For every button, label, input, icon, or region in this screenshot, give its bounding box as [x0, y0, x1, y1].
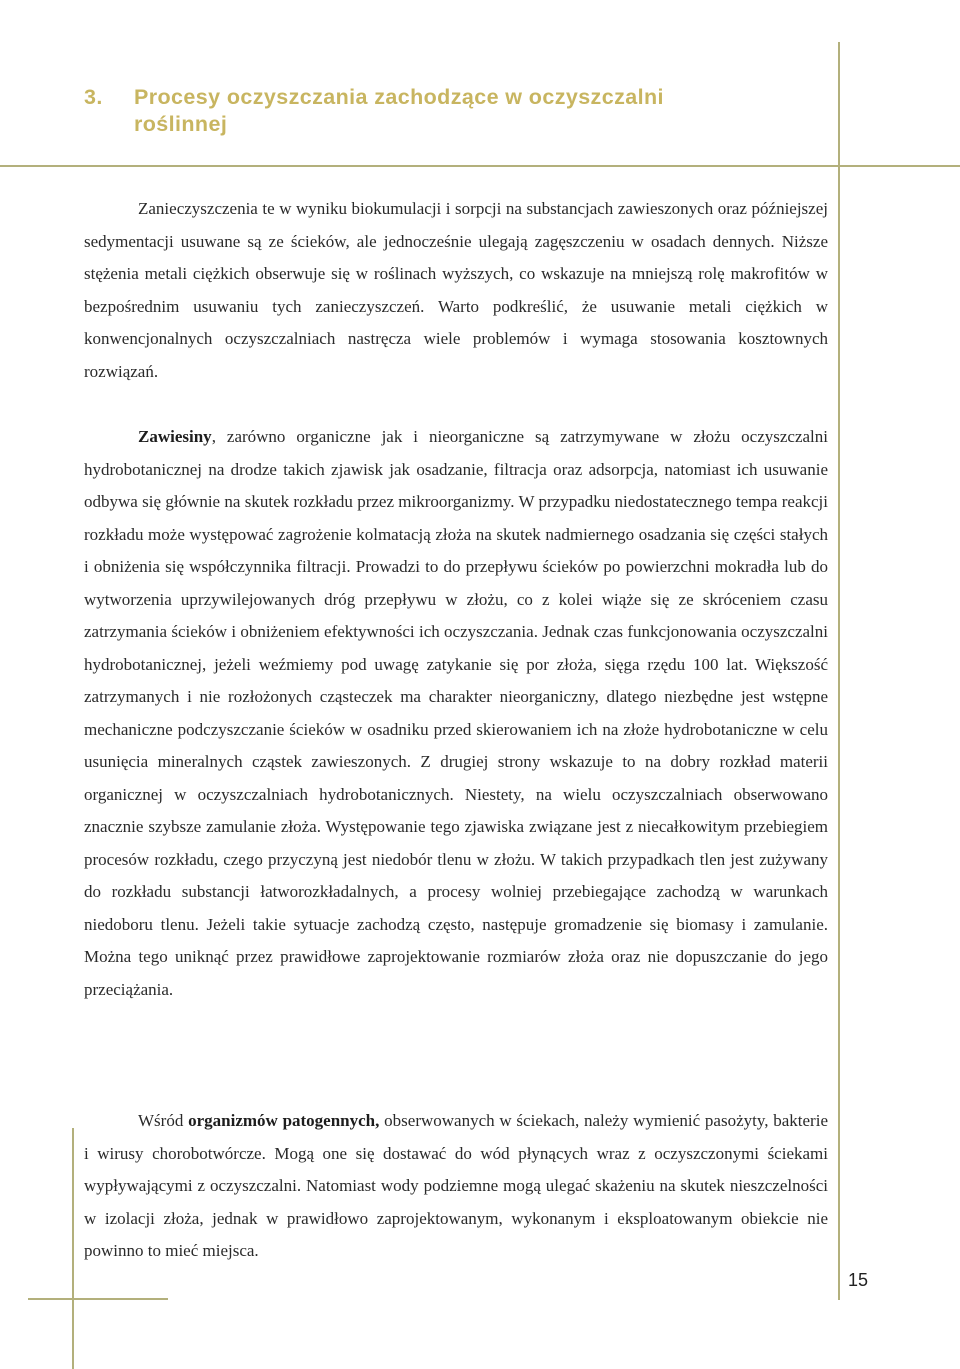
section-title-line1: Procesy oczyszczania zachodzące w oczyszczalni	[134, 85, 664, 109]
paragraph-1-block	[84, 193, 828, 388]
top-horizontal-rule	[0, 165, 960, 167]
paragraph-3-text: obserwowanych w ściekach, należy wymienić pasożyty, bakterie i wirusy chorobotwórcze. Mogą one się dostawać do wód płynących wraz z oczyszczonymi ściekami wypływającymi z oczyszczalni. Natomiast wody podziemne mogą ulegać skażeniu na skutek nieszczelności w izolacji złoża, jednak w prawidłowo zaprojektowanym, wykonanym i eksploatowanym obiekcie nie powinno to mieć miejsca.	[84, 1111, 828, 1260]
section-title-line2: roślinnej	[134, 112, 228, 136]
section-heading	[84, 84, 664, 138]
term-organizmy-patogenne: organizmów patogennych,	[188, 1111, 380, 1130]
paragraph-1: Zanieczyszczenia te w wyniku biokumulacji i sorpcji na substancjach zawieszonych oraz późniejszej sedymentacji usuwane są ze ścieków, ale jednocześnie ulegają zagęszczeniu w osadach dennych. Niższe stężenia metali ciężkich obserwuje się w roślinach wyższych, co wskazuje na mniejszą rolę makrofitów w bezpośrednim usuwaniu tych zanieczyszczeń. Warto podkreślić, że usuwanie metali ciężkich w konwencjonalnych oczyszczalniach nastręcza wiele problemów i wymaga stosowania kosztownych rozwiązań.	[84, 199, 828, 381]
left-vertical-rule	[72, 1128, 74, 1369]
paragraph-2	[84, 421, 828, 1006]
paragraph-3-block	[84, 1105, 828, 1268]
paragraph-3-lead: Wśród	[138, 1111, 189, 1130]
right-vertical-rule	[838, 42, 840, 1300]
paragraph-3	[84, 1105, 828, 1268]
paragraph-2-text: , zarówno organiczne jak i nieorganiczne są zatrzymywane w złożu oczyszczalni hydrobotanicznej na drodze takich zjawisk jak osadzanie, filtracja oraz adsorpcja, natomiast ich usuwanie odbywa się głównie na skutek rozkładu przez mikroorganizmy. W przypadku niedostatecznego tempa reakcji rozkładu może występować zagrożenie kolmatacją złoża na skutek nadmiernego osadzania się części stałych i obniżenia się współczynnika filtracji. Prowadzi to do przepływu ścieków po powierzchni mokradła lub do wytworzenia uprzywilejowanych dróg przepływu w złożu, co z kolei wiąże się ze skróceniem czasu zatrzymania ścieków i obniżeniem efektywności ich oczyszczania. Jednak czas funkcjonowania oczyszczalni hydrobotanicznej, jeżeli weźmiemy pod uwagę zatykanie się por złoża, sięga rzędu 100 lat. Większość zatrzymanych i nie rozłożonych cząsteczek ma charakter nieorganiczny, dlatego niezbędne jest wstępne mechaniczne podczyszczanie ścieków w osadniku przed skierowaniem ich na złoże hydrobotaniczne w celu usunięcia mineralnych cząstek zawieszonych. Z drugiej strony wskazuje to na dobry rozkład materii organicznej w oczyszczalniach hydrobotanicznych. Niestety, na wielu oczyszczalniach obserwowano znacznie szybsze zamulanie złoża. Występowanie tego zjawiska związane jest z niecałkowitym przebiegiem procesów rozkładu, czego przyczyną jest niedobór tlenu w złożu. W takich przypadkach tlen jest zużywany do rozkładu substancji łatworozkładalnych, a procesy wolniej przebiegające zachodzą w warunkach niedoboru tlenu. Jeżeli takie sytuacje zachodzą często, następuje gromadzenie się biomasy i zamulanie. Można tego uniknąć przez prawidłowe zaprojektowanie rozmiarów złoża oraz nie dopuszczanie do jego przeciążania.	[84, 427, 828, 999]
term-zawiesiny: Zawiesiny	[138, 427, 212, 446]
paragraph-2-block	[84, 421, 828, 1006]
section-number: 3.	[84, 85, 103, 109]
bottom-horizontal-rule	[28, 1298, 168, 1300]
page-number: 15	[848, 1270, 869, 1290]
